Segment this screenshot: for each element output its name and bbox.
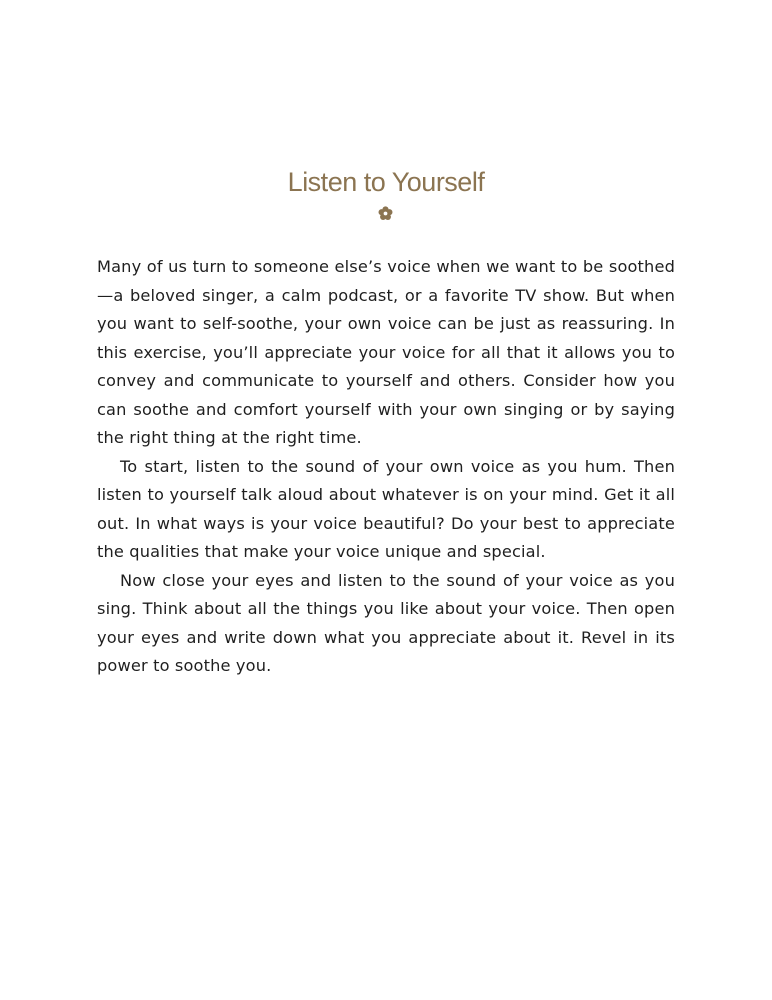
paragraph-2: To start, listen to the sound of your own voice as you hum. Then listen to yourself talk aloud about whatever is on your mind. Get it all out. In what ways is your voice beautiful? Do your best to appreciate the qualities that make your voice unique and special. [97, 456, 675, 561]
body-text [97, 253, 675, 681]
flower-icon [377, 205, 394, 222]
paragraph-1: Many of us turn to someone else’s voice when we want to be soothed—a beloved singer, a calm podcast, or a favorite TV show. But when you want to self-soothe, your own voice can be just as reassuring. In this exercise, you’ll appreciate your voice for all that it allows you to convey and communicate to yourself and others. Consider how you can soothe and comfort yourself with your own singing or by saying the right thing at the right time. [97, 257, 675, 447]
paragraph-3: Now close your eyes and listen to the sound of your voice as you sing. Think about all the things you like about your voice. Then open your eyes and write down what you appreciate about it. Revel in its power to soothe you. [97, 570, 675, 675]
page-title: Listen to Yourself [287, 167, 485, 198]
